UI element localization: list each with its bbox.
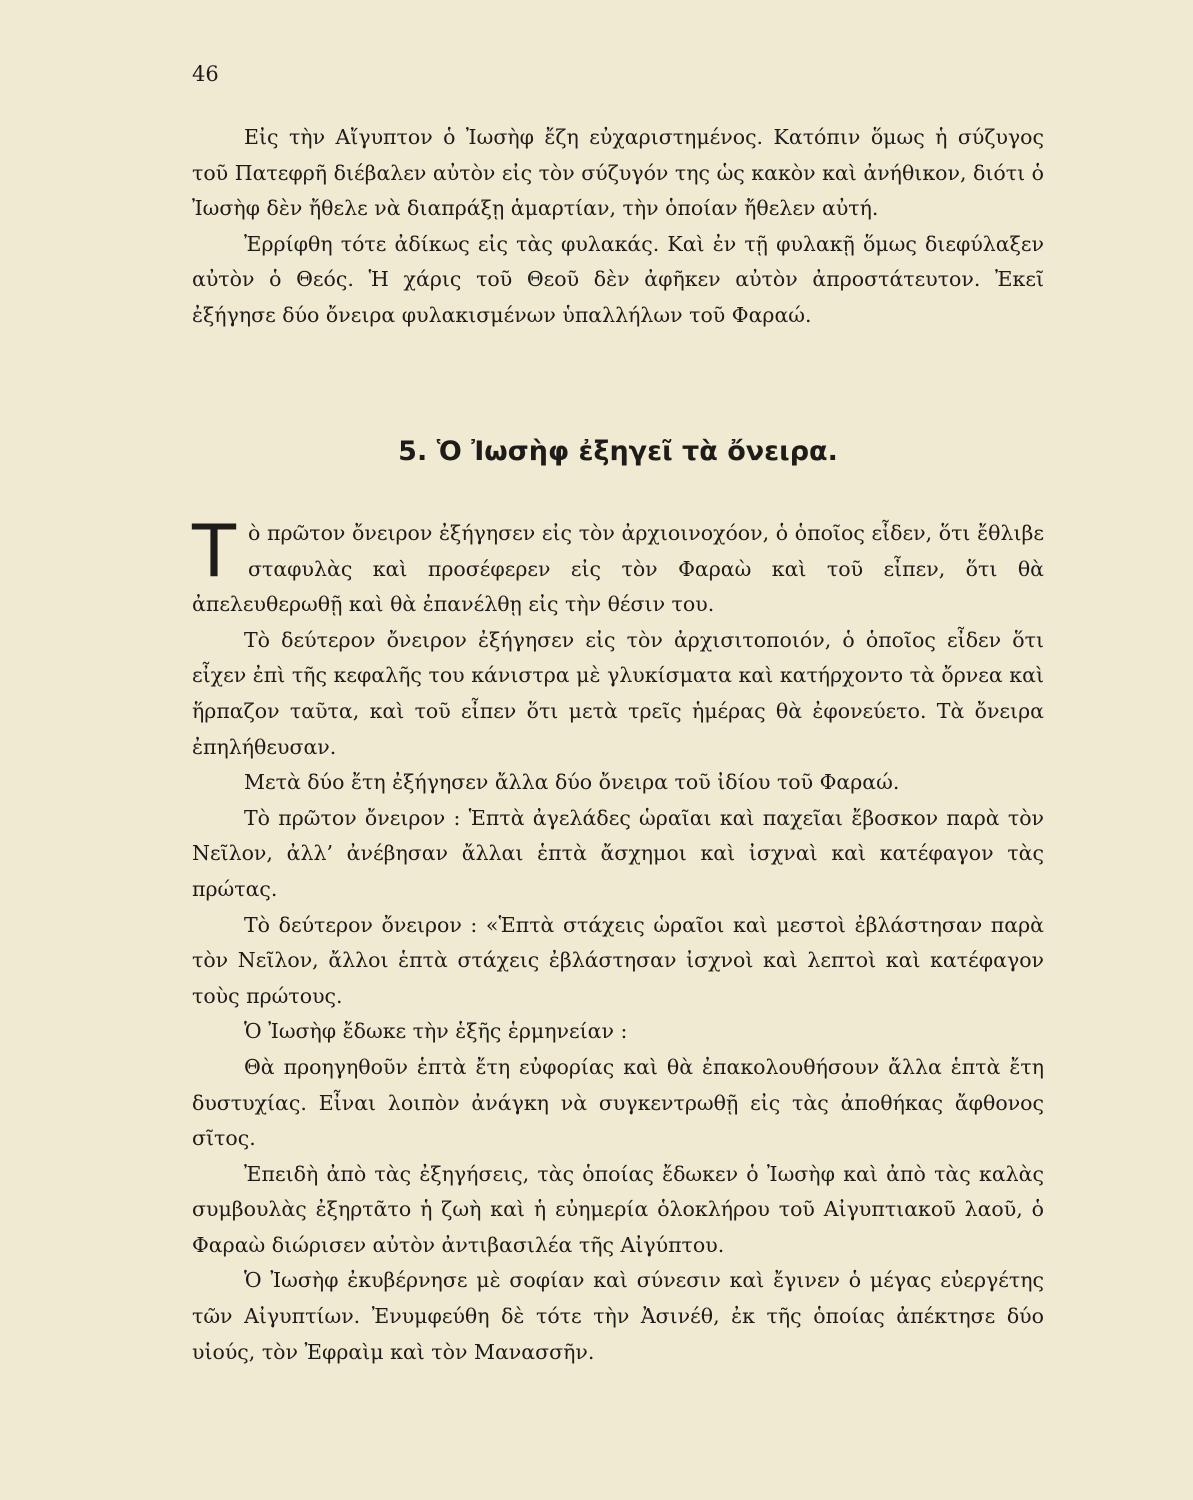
paragraph: Ἐρρίφθη τότε ἀδίκως εἰς τὰς φυλακάς. Καὶ ἐν τῇ φυλακῇ ὅμως διεφύλαξεν αὐτὸν ὁ Θεός. Ἡ χάρις τοῦ Θεοῦ δὲν ἀφῆκεν αὐτὸν ἀπροστάτευτον. Ἐκεῖ ἐξήγησε δύο ὄνειρα φυλακισμένων ὑπαλλήλων τοῦ Φαραώ. bbox=[192, 231, 1044, 327]
page-number: 46 bbox=[192, 62, 219, 86]
paragraph: Ἐπειδὴ ἀπὸ τὰς ἐξηγήσεις, τὰς ὁποίας ἔδωκεν ὁ Ἰωσὴφ καὶ ἀπὸ τὰς καλὰς συμβουλὰς ἐξηρτᾶτο ἡ ζωὴ καὶ ἡ εὐημερία ὁλοκλήρου τοῦ Αἰγυπτιακοῦ λαοῦ, ὁ Φαραὼ διώρισεν αὐτὸν ἀντιβασιλέα τῆς Αἰγύπτου. bbox=[192, 1161, 1044, 1257]
paragraph: Εἰς τὴν Αἴγυπτον ὁ Ἰωσὴφ ἔζη εὐχαριστημένος. Κατόπιν ὅμως ἡ σύζυγος τοῦ Πατεφρῆ διέβαλεν αὐτὸν εἰς τὸν σύζυγόν της ὡς κακὸν καὶ ἀνήθικον, διότι ὁ Ἰωσὴφ δὲν ἤθελε νὰ διαπράξῃ ἁμαρτίαν, τὴν ὁποίαν ἤθελεν αὐτή. bbox=[192, 125, 1044, 221]
first-paragraph bbox=[192, 509, 1044, 623]
section-text-block bbox=[192, 509, 1044, 1370]
paragraph: Τὸ δεύτερον ὄνειρον ἐξήγησεν εἰς τὸν ἀρχισιτοποιόν, ὁ ὁποῖος εἶδεν ὅτι εἶχεν ἐπὶ τῆς κεφαλῆς του κάνιστρα μὲ γλυκίσματα καὶ κατήρχοντο τὰ ὄρνεα καὶ ἥρπαζον ταῦτα, καὶ τοῦ εἶπεν ὅτι μετὰ τρεῖς ἡμέρας θὰ ἐφονεύετο. Τὰ ὄνειρα ἐπηλήθευσαν. bbox=[192, 627, 1044, 759]
paragraph: Τὸ δεύτερον ὄνειρον : «Ἑπτὰ στάχεις ὡραῖοι καὶ μεστοὶ ἐβλάστησαν παρὰ τὸν Νεῖλον, ἄλλοι ἑπτὰ στάχεις ἐβλάστησαν ἰσχνοὶ καὶ λεπτοὶ καὶ κατέφαγον τοὺς πρώτους. bbox=[192, 912, 1044, 1008]
paragraph: Θὰ προηγηθοῦν ἑπτὰ ἔτη εὐφορίας καὶ θὰ ἐπακολουθήσουν ἄλλα ἑπτὰ ἔτη δυστυχίας. Εἶναι λοιπὸν ἀνάγκη νὰ συγκεντρωθῇ εἰς τὰς ἀποθήκας ἄφθονος σῖτος. bbox=[192, 1054, 1044, 1151]
paragraph: Τὸ πρῶτον ὄνειρον : Ἑπτὰ ἀγελάδες ὡραῖαι καὶ παχεῖαι ἔβοσκον παρὰ τὸν Νεῖλον, ἀλλ’ ἀνέβησαν ἄλλαι ἑπτὰ ἄσχημοι καὶ ἰσχναὶ καὶ κατέφαγον τὰς πρώτας. bbox=[192, 805, 1044, 901]
paragraph: Ὁ Ἰωσὴφ ἔδωκε τὴν ἑξῆς ἑρμηνείαν : bbox=[244, 1019, 628, 1044]
paragraph: Ὁ Ἰωσὴφ ἐκυβέρνησε μὲ σοφίαν καὶ σύνεσιν καὶ ἔγινεν ὁ μέγας εὐεργέτης τῶν Αἰγυπτίων. Ἐνυμφεύθη δὲ τότε τὴν Ἀσινέθ, ἐκ τῆς ὁποίας ἀπέκτησε δύο υἱούς, τὸν Ἐφραὶμ καὶ τὸν Μανασσῆν. bbox=[192, 1268, 1044, 1364]
intro-text-block bbox=[192, 120, 1044, 334]
paragraph: Μετὰ δύο ἔτη ἐξήγησεν ἄλλα δύο ὄνειρα τοῦ ἰδίου τοῦ Φαραώ. bbox=[244, 770, 900, 795]
drop-cap: Τ bbox=[192, 509, 236, 593]
section-heading: 5. Ὁ Ἰωσὴφ ἐξηγεῖ τὰ ὄνειρα. bbox=[398, 436, 838, 467]
first-paragraph-text: ὸ πρῶτον ὄνειρον ἐξήγησεν εἰς τὸν ἀρχιοινοχόον, ὁ ὁποῖος εἶδεν, ὅτι ἔθλιβε σταφυλὰς καὶ προσέφερεν εἰς τὸν Φαραὼ καὶ τοῦ εἶπεν, ὅτι θὰ ἀπελευθερωθῇ καὶ θὰ ἐπανέλθῃ εἰς τὴν θέσιν του. bbox=[192, 521, 1044, 617]
